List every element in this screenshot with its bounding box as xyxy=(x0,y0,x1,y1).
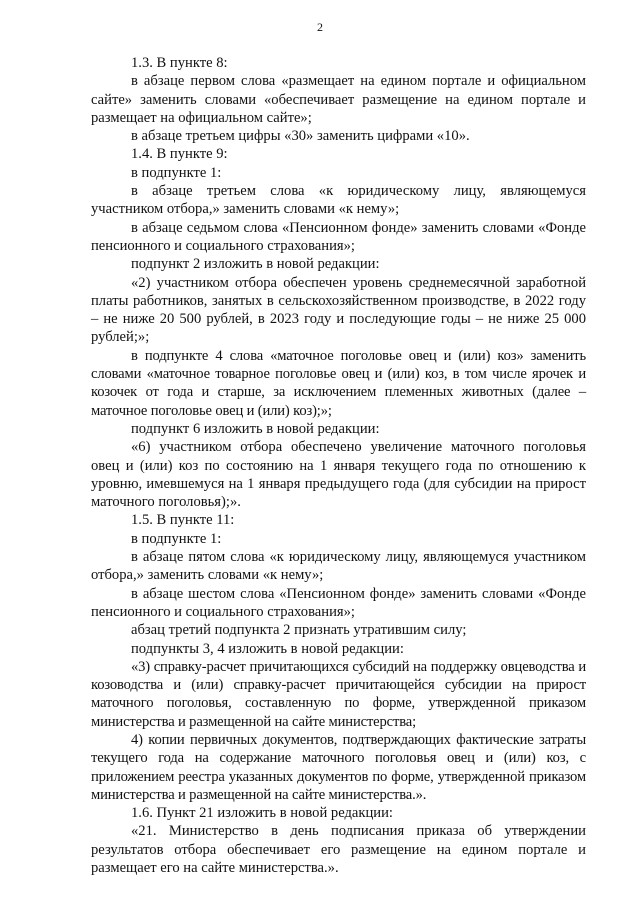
paragraph: в абзаце седьмом слова «Пенсионном фонде» заменить словами «Фонде пенсионного и социального страхования»; xyxy=(91,219,586,254)
paragraph: в подпункте 1: xyxy=(131,530,222,547)
paragraph: в абзаце шестом слова «Пенсионном фонде» заменить словами «Фонде пенсионного и социального страхования»; xyxy=(91,585,586,620)
paragraph: «6) участником отбора обеспечено увеличение маточного поголовья овец и (или) коз по состоянию на 1 января текущего года по отношению к уровню, имевшемуся на 1 января предыдущего года (для субсидии на прирост маточного поголовья);». xyxy=(91,439,586,511)
paragraph-1-4-heading: 1.4. В пункте 9: xyxy=(131,146,228,163)
paragraph-1-3-heading: 1.3. В пункте 8: xyxy=(131,55,228,71)
paragraph: в абзаце первом слова «размещает на едином портале и официальном сайте» заменить словами «обеспечивает размещение на едином портале и размещает на официальном сайте»; xyxy=(91,73,586,126)
paragraph-1-6-heading: 1.6. Пункт 21 изложить в новой редакции: xyxy=(131,805,393,822)
paragraph: «3) справку-расчет причитающихся субсидий на поддержку овцеводства и козоводства и (или) справку-расчет причитающейся субсидии на прирост маточного поголовья, составленную по форме, утвержденной приказом министерства и размещенной на сайте министерства; xyxy=(91,658,586,730)
paragraph: подпункт 6 изложить в новой редакции: xyxy=(131,420,380,437)
paragraph: 4) копии первичных документов, подтверждающих фактические затраты текущего года на содержание маточного поголовья овец и (или) коз, с приложением реестра указанных документов по форме, утвержденной приказом министерства и размещенной на сайте министерства.». xyxy=(91,731,586,803)
paragraph: абзац третий подпункта 2 признать утратившим силу; xyxy=(131,622,467,639)
paragraph: в подпункте 1: xyxy=(131,164,222,181)
document-body xyxy=(91,54,586,877)
paragraph-1-5-heading: 1.5. В пункте 11: xyxy=(131,512,235,529)
paragraph: в абзаце третьем слова «к юридическому лицу, являющемуся участником отбора,» заменить словами «к нему»; xyxy=(91,183,586,218)
paragraph: в абзаце третьем цифры «30» заменить цифрами «10». xyxy=(131,128,470,145)
paragraph: подпункт 2 изложить в новой редакции: xyxy=(131,256,380,273)
paragraph: в подпункте 4 слова «маточное поголовье овец и (или) коз» заменить словами «маточное товарное поголовье овец и (или) коз, в том числе ярочек и козочек от года и старше, за исключением племенных животных (далее – маточное поголовье овец и (или) коз);»; xyxy=(91,347,586,419)
paragraph: «21. Министерство в день подписания приказа об утверждении результатов отбора обеспечивает его размещение на едином портале и размещает его на сайте министерства.». xyxy=(91,823,586,877)
paragraph: в абзаце пятом слова «к юридическому лицу, являющемуся участником отбора,» заменить словами «к нему»; xyxy=(91,549,586,584)
page-number: 2 xyxy=(317,20,323,34)
paragraph: «2) участником отбора обеспечен уровень среднемесячной заработной платы работников, занятых в сельскохозяйственном производстве, в 2022 году – не ниже 20 500 рублей, в 2023 году и последующие годы – не ниже 25 000 рублей;»; xyxy=(91,274,586,346)
paragraph: подпункты 3, 4 изложить в новой редакции: xyxy=(131,640,404,657)
